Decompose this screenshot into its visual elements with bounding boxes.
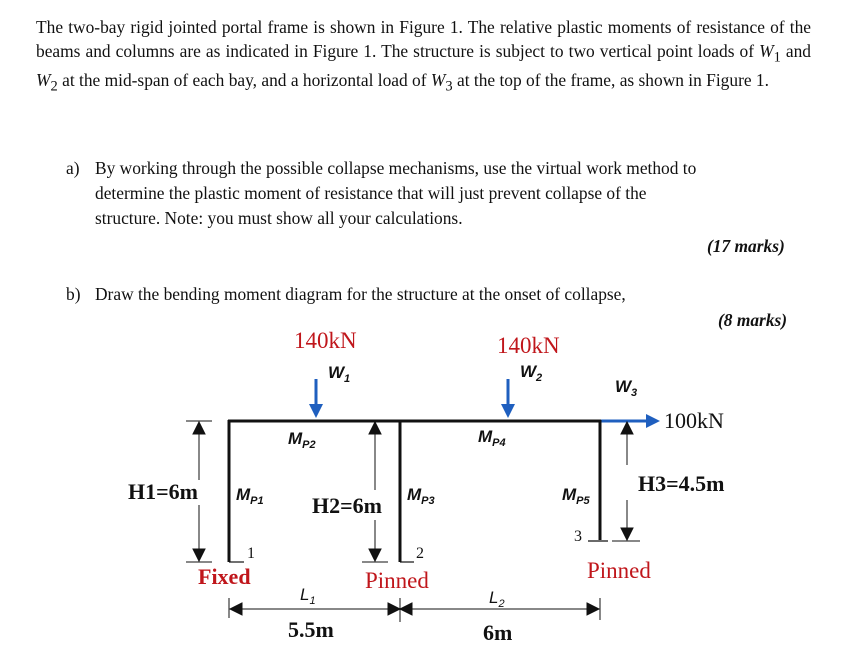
h2-arrow-up [369, 422, 381, 434]
load-w3-label: $W_3$ [615, 377, 638, 399]
mp1-label: $M_{P1}$ [236, 485, 264, 507]
span-dimensions [229, 598, 600, 622]
support-3-label: Pinned [587, 558, 651, 583]
load-w2-arrowhead [501, 404, 515, 418]
load-w3-arrowhead [646, 414, 660, 428]
load-w1-value: 140kN [294, 328, 357, 353]
intro-paragraph: The two-bay rigid jointed portal frame is shown in Figure 1. The relative plastic moments of resistance of the beams and columns are as indicated in Figure 1. The structure is subject to two vertical point loads of $W_1$ and $W_2$ at the mid-span of each bay, and a horizontal load of $W_3$ at the top of the frame, as shown in Figure 1. [36, 17, 811, 95]
load-w1-arrowhead [309, 404, 323, 418]
question-a-marks: (17 marks) [707, 236, 785, 256]
h3-arrow-up [621, 422, 633, 434]
load-w2-label: $W_2$ [520, 362, 543, 384]
question-a-line-2: determine the plastic moment of resistance that will just prevent collapse of the [95, 183, 647, 203]
span-2-label: $L_2$ [489, 588, 505, 610]
load-w1-label: $W_1$ [328, 363, 351, 385]
span-2-value: 6m [483, 620, 513, 645]
node-1-label: 1 [247, 545, 255, 562]
h1-label: H1=6m [128, 479, 198, 504]
span2-arrow-right [587, 603, 599, 615]
span1-arrow-right [388, 603, 400, 615]
support-2-label: Pinned [365, 568, 429, 593]
load-w3-value: 100kN [664, 408, 724, 433]
mp3-label: $M_{P3}$ [407, 485, 435, 507]
span2-arrow-left [400, 603, 412, 615]
question-a-label: a) [66, 158, 80, 178]
h3-label: H3=4.5m [638, 471, 725, 496]
h1-arrow-down [193, 549, 205, 561]
question-a-line-1: By working through the possible collapse mechanisms, use the virtual work method to [95, 158, 697, 178]
h1-arrow-up [193, 422, 205, 434]
span-1-value: 5.5m [288, 617, 334, 642]
h2-label: H2=6m [312, 493, 382, 518]
mp4-label: $M_{P4}$ [478, 427, 506, 449]
mp5-label: $M_{P5}$ [562, 485, 590, 507]
support-1-label: Fixed [198, 564, 251, 589]
span-1-label: $L_1$ [300, 585, 316, 607]
span1-arrow-left [230, 603, 242, 615]
question-b-marks: (8 marks) [718, 310, 788, 330]
question-b-line-1: Draw the bending moment diagram for the structure at the onset of collapse, [95, 284, 626, 304]
node-2-label: 2 [416, 545, 424, 562]
question-a-line-3: structure. Note: you must show all your calculations. [95, 208, 463, 228]
question-b-label: b) [66, 284, 81, 304]
mp2-label: $M_{P2}$ [288, 429, 316, 451]
h2-arrow-down [369, 549, 381, 561]
h3-arrow-down [621, 528, 633, 540]
load-w2-value: 140kN [497, 333, 560, 358]
node-3-label: 3 [574, 528, 582, 545]
